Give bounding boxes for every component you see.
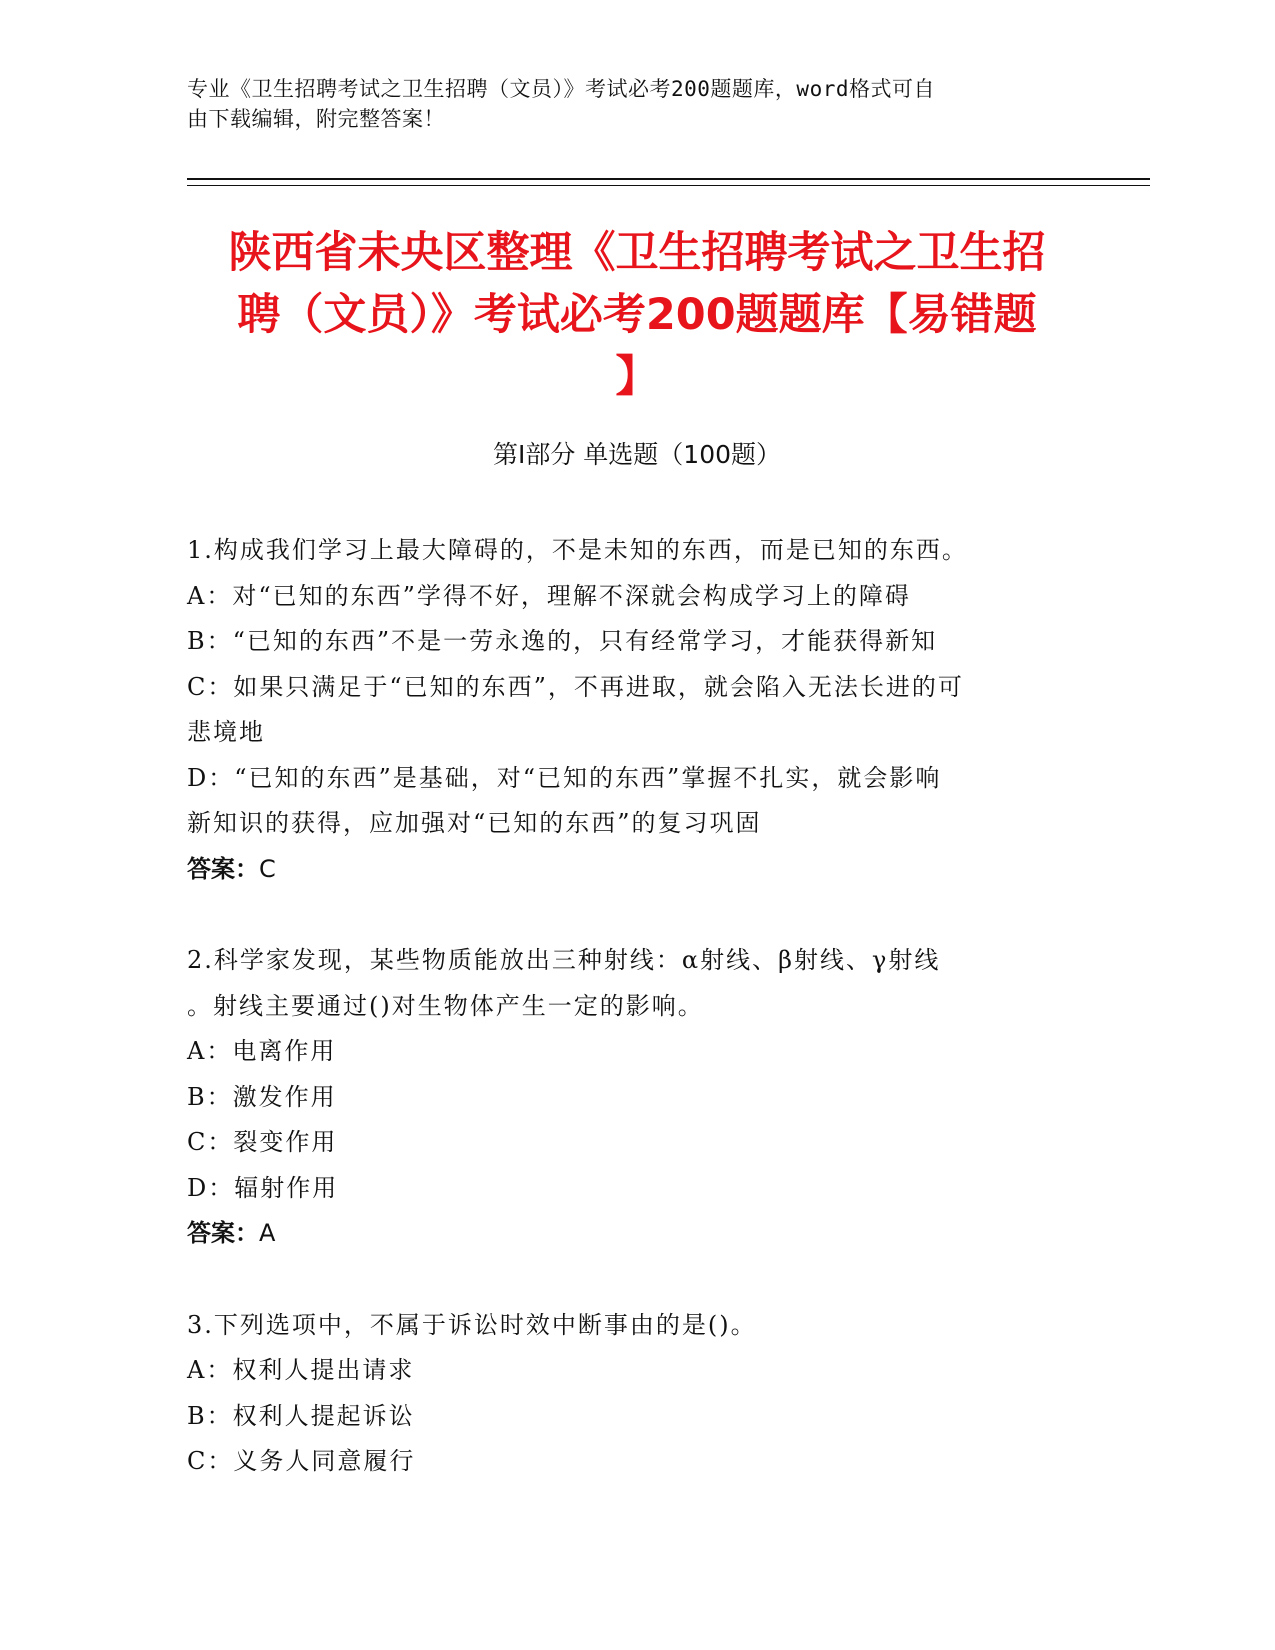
header-rule-thick	[187, 178, 1150, 180]
question-1	[187, 528, 1087, 892]
answer	[187, 1211, 1087, 1257]
document-title	[187, 222, 1087, 408]
question-stem: 3.下列选项中，不属于诉讼时效中断事由的是()。	[187, 1310, 757, 1339]
option-c: C：义务人同意履行	[187, 1447, 416, 1475]
question-stem: 2.科学家发现，某些物质能放出三种射线：α射线、β射线、γ射线	[187, 946, 941, 974]
option-a: A：对“已知的东西”学得不好，理解不深就会构成学习上的障碍	[187, 581, 911, 610]
header-note-line-1: 专业《卫生招聘考试之卫生招聘（文员）》考试必考200题题库，word格式可自	[187, 77, 935, 101]
option-b: B：激发作用	[187, 1082, 337, 1111]
section-heading: 第Ⅰ部分 单选题（100题）	[492, 440, 782, 469]
option-d: D：“已知的东西”是基础，对“已知的东西”掌握不扎实，就会影响	[187, 763, 942, 792]
title-line-3: 】	[615, 352, 659, 402]
answer	[187, 847, 1087, 893]
header-note-line-2: 由下载编辑，附完整答案！	[187, 107, 445, 131]
answer-label: 答案：	[187, 854, 259, 883]
header-rule-thin	[187, 185, 1150, 186]
header-note	[187, 74, 1087, 134]
answer-value: A	[259, 1219, 276, 1247]
question-list	[187, 528, 1087, 1531]
answer-value: C	[259, 854, 276, 883]
option-d: D：辐射作用	[187, 1173, 339, 1202]
option-d-continued: 新知识的获得，应加强对“已知的东西”的复习巩固	[187, 809, 762, 837]
option-c: C：如果只满足于“已知的东西”，不再进取，就会陷入无法长进的可	[187, 672, 964, 701]
option-a: A：电离作用	[187, 1037, 337, 1065]
option-b: B：权利人提起诉讼	[187, 1401, 415, 1430]
option-b: B：“已知的东西”不是一劳永逸的，只有经常学习，才能获得新知	[187, 627, 938, 655]
question-stem-continued: 。射线主要通过()对生物体产生一定的影响。	[187, 991, 704, 1020]
answer-label: 答案：	[187, 1219, 259, 1247]
option-c-continued: 悲境地	[187, 718, 265, 746]
question-2	[187, 938, 1087, 1257]
question-stem: 1.构成我们学习上最大障碍的，不是未知的东西，而是已知的东西。	[187, 536, 968, 564]
option-c: C：裂变作用	[187, 1128, 338, 1156]
title-line-2: 聘（文员）》考试必考200题题库【易错题	[237, 290, 1037, 340]
question-3	[187, 1303, 1087, 1485]
option-a: A：权利人提出请求	[187, 1356, 415, 1384]
title-line-1: 陕西省未央区整理《卫生招聘考试之卫生招	[228, 228, 1046, 278]
